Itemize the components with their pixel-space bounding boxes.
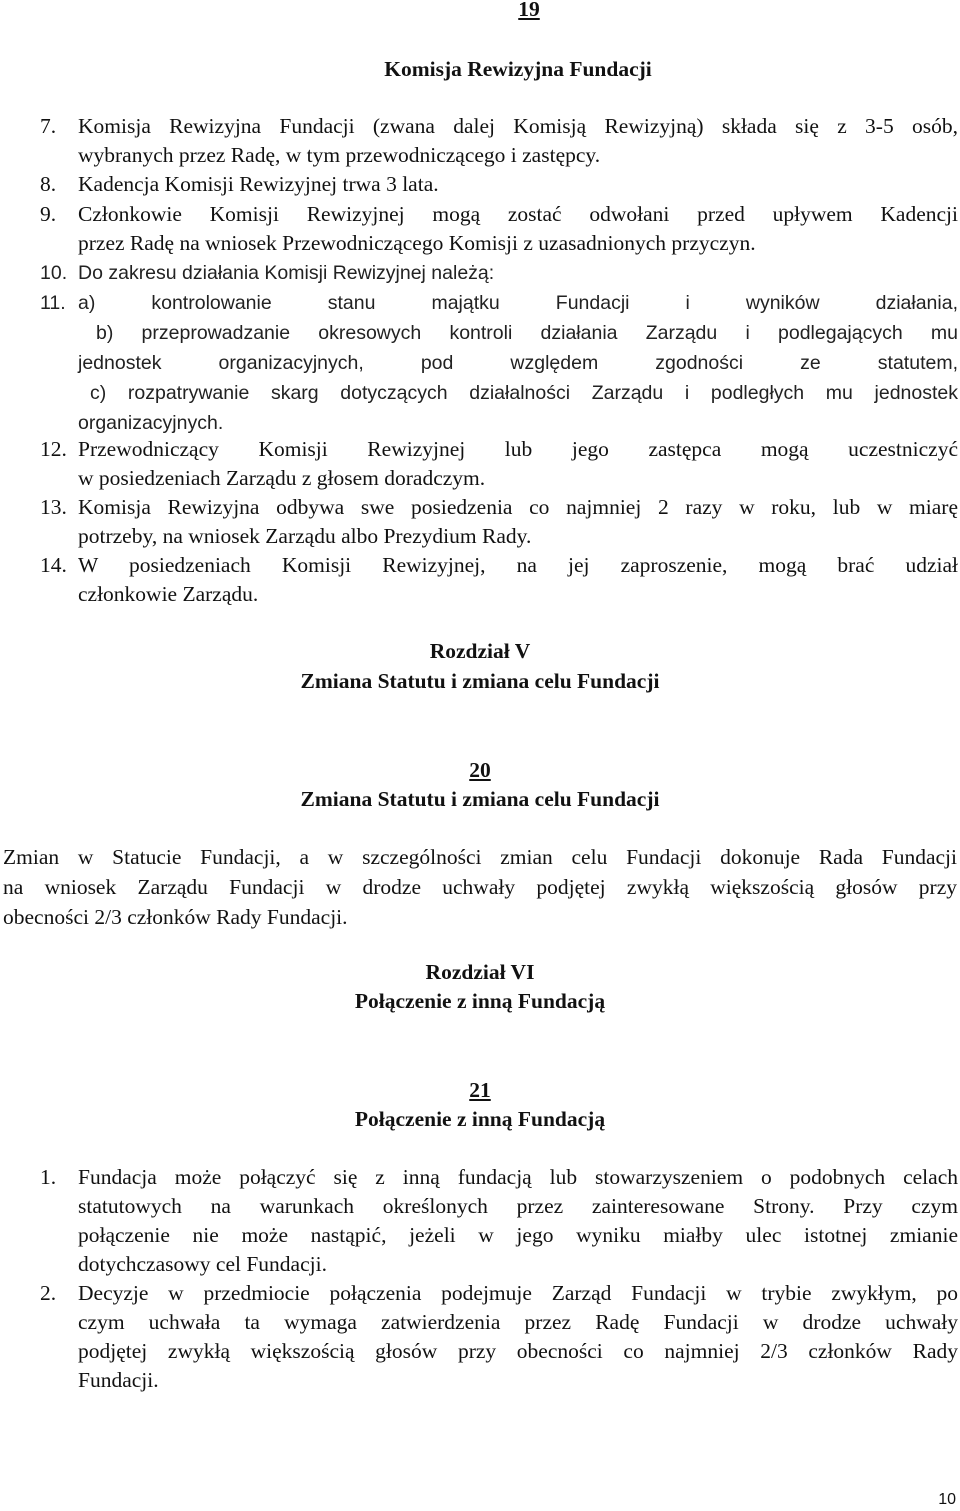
item-number: 11. — [40, 292, 66, 314]
item-number: 9. — [40, 202, 57, 226]
item-line: Kadencja Komisji Rewizyjnej trwa 3 lata. — [78, 172, 439, 196]
item-number: 10. — [40, 262, 68, 284]
item-line: dotychczasowy cel Fundacji. — [78, 1252, 327, 1276]
section-21-title: Połączenie z inną Fundacją — [354, 1107, 606, 1131]
item-14 — [40, 551, 958, 609]
chapter-6-label: Rozdział VI — [425, 960, 535, 984]
item-line: organizacyjnych. — [78, 412, 224, 434]
item-13 — [40, 493, 958, 551]
section-20-number — [0, 755, 960, 785]
item-line: w posiedzeniach Zarządu z głosem doradczym. — [78, 466, 486, 490]
paragraph-line: obecności 2/3 członków Rady Fundacji. — [3, 905, 348, 929]
item-line: Fundacja może połączyć się z inną fundacją lub stowarzyszeniem o podobnych celach — [78, 1165, 958, 1189]
paragraph-line: na wniosek Zarządu Fundacji w drodze uchwały podjętej zwykłą większością głosów przy — [3, 875, 957, 899]
section-21-number-text: 21 — [469, 1078, 491, 1102]
page-number: 10 — [938, 1491, 956, 1508]
section-19-title: Komisja Rewizyjna Fundacji — [384, 57, 652, 81]
item-7 — [40, 112, 958, 170]
item-line: podjętej zwykłą większością głosów przy obecności co najmniej 2/3 członków Rady — [78, 1339, 958, 1363]
section-20-paragraph — [3, 842, 957, 932]
item-number: 13. — [40, 495, 67, 519]
item-9 — [40, 200, 958, 258]
item-line: c) rozpatrywanie skarg dotyczących działalności Zarządu i podległych mu jednostek — [90, 382, 958, 404]
chapter-6-title: Połączenie z inną Fundacją — [354, 989, 606, 1013]
item-line: b) przeprowadzanie okresowych kontroli działania Zarządu i podlegających mu — [96, 322, 958, 344]
item-line: członkowie Zarządu. — [78, 582, 259, 606]
item-line: połączenie nie może nastąpić, jeżeli w jego wyniku miałby ulec istotnej zmianie — [78, 1223, 958, 1247]
item-number: 2. — [40, 1281, 57, 1305]
chapter-5-label: Rozdział V — [429, 639, 531, 663]
item-10 — [40, 259, 958, 288]
paragraph-line: Zmian w Statucie Fundacji, a w szczególności zmian celu Fundacji dokonuje Rada Fundacji — [3, 845, 957, 869]
section-19-number-text: 19 — [518, 0, 540, 21]
item-line: Do zakresu działania Komisji Rewizyjnej należą: — [78, 262, 495, 284]
item-line: Decyzje w przedmiocie połączenia podejmuje Zarząd Fundacji w trybie zwykłym, po — [78, 1281, 958, 1305]
item-line: statutowych na warunkach określonych przez zainteresowane Strony. Przy czym — [78, 1194, 958, 1218]
item-line: Komisja Rewizyjna Fundacji (zwana dalej Komisją Rewizyjną) składa się z 3-5 osób, — [78, 114, 958, 138]
section-20-title: Zmiana Statutu i zmiana celu Fundacji — [300, 787, 660, 811]
item-line: jednostek organizacyjnych, pod względem zgodności ze statutem, — [78, 352, 958, 374]
item-line: Członkowie Komisji Rewizyjnej mogą zostać odwołani przed upływem Kadencji — [78, 202, 958, 226]
item-line: Komisja Rewizyjna odbywa swe posiedzenia co najmniej 2 razy w roku, lub w miarę — [78, 495, 958, 519]
item-line: przez Radę na wniosek Przewodniczącego Komisji z uzasadnionych przyczyn. — [78, 231, 756, 255]
item-line: W posiedzeniach Komisji Rewizyjnej, na jej zaproszenie, mogą brać udział — [78, 553, 958, 577]
section-21-number — [0, 1075, 960, 1105]
section-19-number — [0, 0, 960, 24]
item-line: potrzeby, na wniosek Zarządu albo Prezydium Rady. — [78, 524, 532, 548]
item-line: Przewodniczący Komisji Rewizyjnej lub jego zastępca mogą uczestniczyć — [78, 437, 958, 461]
item-line: czym uchwała ta wymaga zatwierdzenia przez Radę Fundacji w drodze uchwały — [78, 1310, 958, 1334]
item-number: 7. — [40, 114, 57, 138]
item-line: a) kontrolowanie stanu majątku Fundacji i wyników działania, — [78, 292, 958, 314]
item-8 — [40, 170, 958, 199]
item-12 — [40, 435, 958, 493]
merger-item-2 — [40, 1279, 958, 1395]
item-number: 12. — [40, 437, 67, 461]
chapter-5-title: Zmiana Statutu i zmiana celu Fundacji — [300, 669, 660, 693]
item-line: Fundacji. — [78, 1368, 159, 1392]
item-number: 14. — [40, 553, 67, 577]
merger-item-1 — [40, 1163, 958, 1279]
item-11 — [40, 288, 958, 438]
item-number: 1. — [40, 1165, 57, 1189]
item-number: 8. — [40, 172, 57, 196]
item-line: wybranych przez Radę, w tym przewodniczącego i zastępcy. — [78, 143, 601, 167]
section-20-number-text: 20 — [469, 758, 491, 782]
